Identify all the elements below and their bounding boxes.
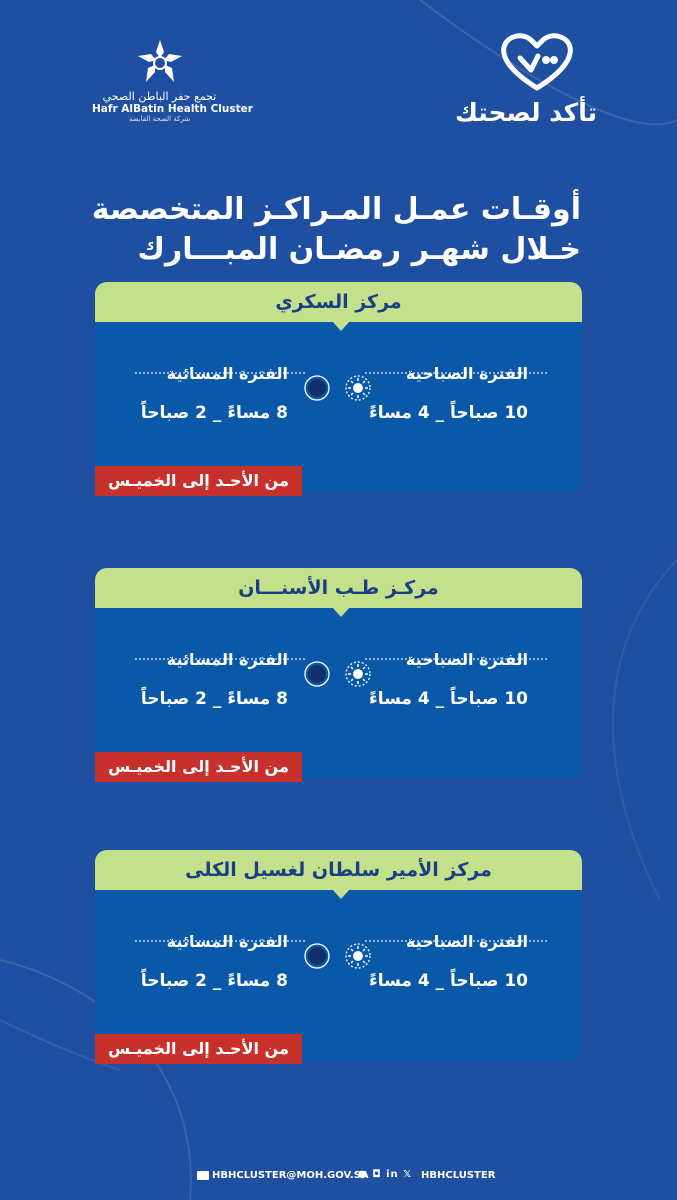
evening-time: 8 مساءً _ 2 صباحاً [140, 971, 288, 991]
title-notch [332, 889, 350, 899]
morning-shift [369, 650, 528, 709]
sun-icon [345, 375, 371, 401]
morning-time: 10 صباحاً _ 4 مساءً [369, 971, 528, 991]
footer-email[interactable]: HBHCLUSTER@MOH.GOV.SA [212, 1170, 369, 1181]
days-badge: من الأحـد إلى الخميـس [95, 466, 302, 496]
morning-time: 10 صباحاً _ 4 مساءً [369, 403, 528, 423]
morning-time: 10 صباحاً _ 4 مساءً [369, 689, 528, 709]
cluster-name-ar: تجمع حفر الباطن الصحي [102, 90, 217, 103]
center-title: مركـز طـب الأسنـــان [95, 568, 582, 608]
evening-label: الفترة المسائية [166, 932, 288, 951]
slogan-text: تأكد لصحتك [455, 98, 597, 127]
title-notch [332, 321, 350, 331]
evening-label: الفترة المسائية [166, 364, 288, 383]
heart-check-icon [498, 30, 576, 94]
morning-shift [369, 932, 528, 991]
page-title [81, 190, 581, 270]
footer [0, 1168, 677, 1186]
morning-label: الفترة الصباحية [405, 650, 528, 669]
moon-icon [304, 375, 330, 401]
footer-handle[interactable]: HBHCLUSTER [421, 1170, 496, 1181]
slogan-brand [455, 30, 597, 127]
evening-time: 8 مساءً _ 2 صباحاً [140, 689, 288, 709]
title-notch [332, 607, 350, 617]
sun-icon [345, 661, 371, 687]
days-badge: من الأحـد إلى الخميـس [95, 752, 302, 782]
moon-icon [304, 661, 330, 687]
cluster-brand [92, 38, 253, 123]
morning-label: الفترة الصباحية [405, 364, 528, 383]
email-icon [197, 1171, 209, 1180]
social-icons[interactable]: ● ◘ in 𝕏 [358, 1169, 413, 1180]
star-emblem-icon [135, 38, 185, 86]
evening-shift [141, 932, 288, 991]
morning-label: الفترة الصباحية [405, 932, 528, 951]
days-badge: من الأحـد إلى الخميـس [95, 1034, 302, 1064]
center-title: مركز الأمير سلطان لغسيل الكلى [95, 850, 582, 890]
evening-shift [141, 364, 288, 423]
evening-label: الفترة المسائية [166, 650, 288, 669]
evening-shift [141, 650, 288, 709]
moon-icon [304, 943, 330, 969]
cluster-name-en: Hafr AlBatin Health Cluster [92, 103, 253, 115]
title-line-1: أوقـات عمـل المـراكـز المتخصصة [91, 192, 581, 227]
title-line-2: خـلال شهـر رمضـان المبـــارك [137, 232, 581, 267]
center-title: مركز السكري [95, 282, 582, 322]
sun-icon [345, 943, 371, 969]
cluster-sub-name: شركة الصحة القابضة [128, 115, 191, 123]
morning-shift [369, 364, 528, 423]
evening-time: 8 مساءً _ 2 صباحاً [140, 403, 288, 423]
